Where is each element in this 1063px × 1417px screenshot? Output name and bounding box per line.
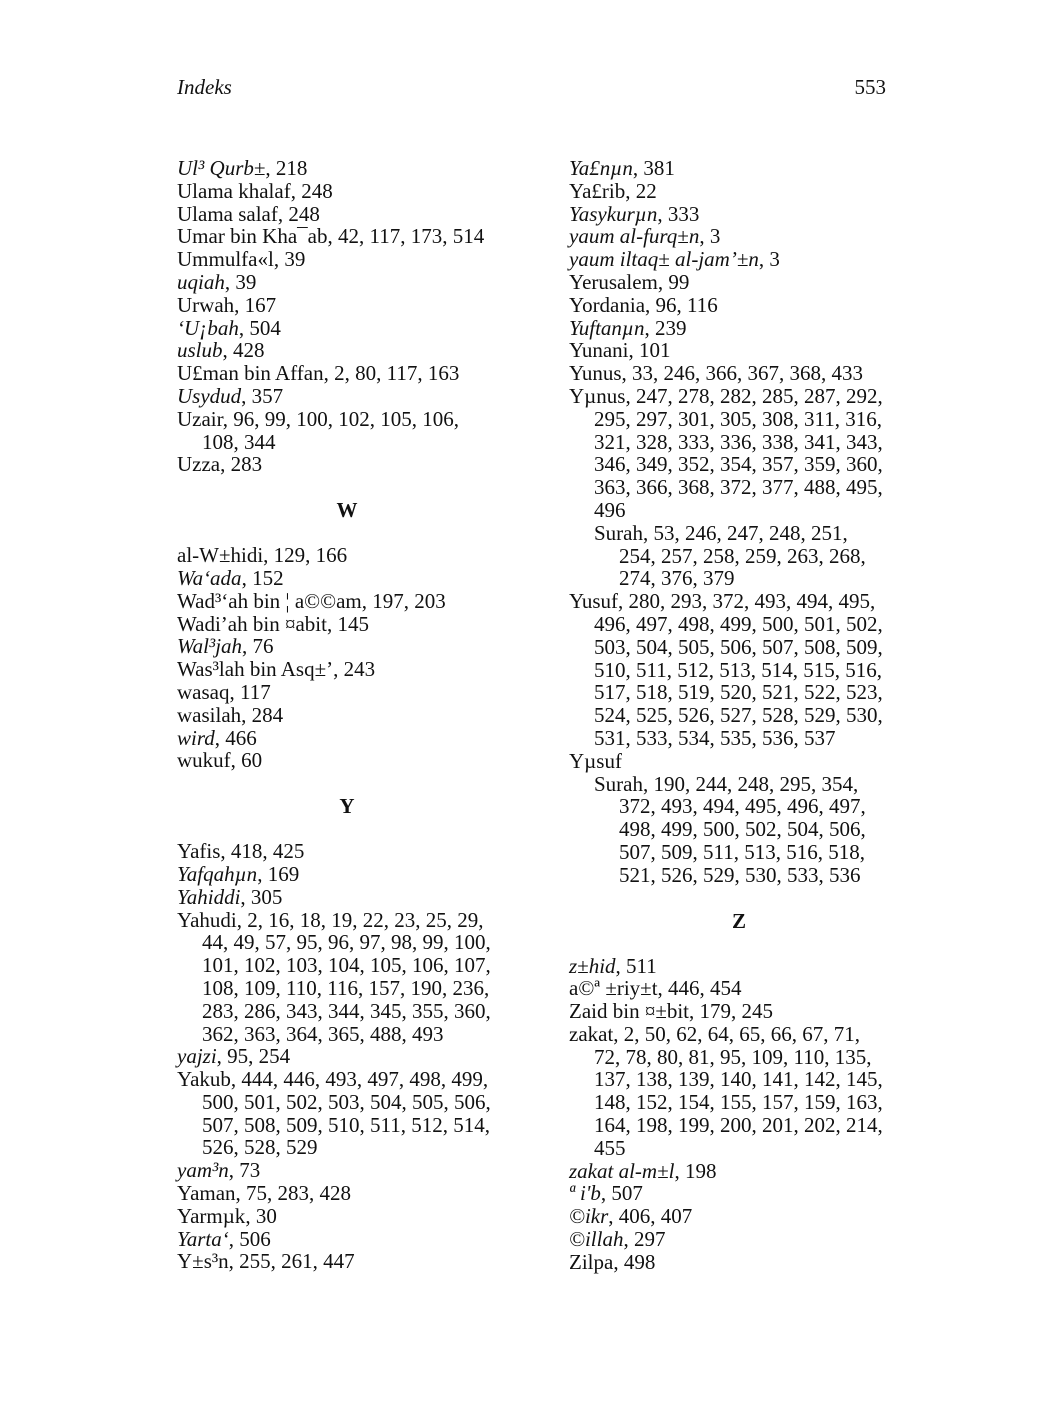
entry-first-line — [177, 385, 517, 408]
entry-term: Urwah — [177, 292, 235, 317]
index-subentry — [569, 522, 909, 590]
entry-first-line — [569, 157, 909, 180]
entry-term: Wa‘ada — [177, 565, 242, 590]
entry-pages: , 466 — [214, 725, 257, 750]
entry-first-line — [569, 955, 909, 978]
index-entry — [569, 1023, 909, 1160]
entry-first-line — [177, 1228, 517, 1251]
entry-pages: , 248 — [290, 178, 333, 203]
entry-term: Surah — [594, 771, 643, 796]
entry-term: ª i'b — [569, 1181, 601, 1206]
index-subentry — [569, 773, 909, 887]
entry-continuation-line: 254, 257, 258, 259, 263, 268, — [619, 543, 866, 568]
entry-first-line — [569, 1205, 909, 1228]
index-entry — [569, 590, 909, 750]
entry-first-line — [569, 248, 909, 271]
index-entry — [569, 157, 909, 180]
entry-first-line — [569, 271, 909, 294]
entry-pages: , 39 — [273, 247, 306, 272]
entry-term: Uzza — [177, 452, 221, 477]
section-heading-w: W — [336, 498, 358, 523]
index-entry — [177, 613, 517, 636]
entry-continuation-line: 531, 533, 534, 535, 536, 537 — [594, 725, 836, 750]
entry-first-line — [177, 704, 517, 727]
entry-first-line — [177, 727, 517, 750]
entry-pages: , 507 — [600, 1181, 643, 1206]
entry-first-line — [177, 408, 517, 431]
index-entry — [569, 1205, 909, 1228]
entry-pages: , 190, 244, 248, 295, 354, — [643, 771, 859, 796]
entry-first-line — [177, 339, 517, 362]
entry-term: uqiah — [177, 269, 225, 294]
entries-z — [569, 955, 909, 1274]
entry-term: Ul³ Qurb± — [177, 156, 266, 180]
entry-first-line — [569, 1023, 909, 1046]
entry-first-line — [569, 1228, 909, 1251]
entry-first-line — [594, 522, 909, 545]
entry-pages: , 498 — [613, 1249, 656, 1274]
entry-pages: , 22 — [625, 178, 657, 203]
entry-first-line — [177, 567, 517, 590]
entry-pages: , 101 — [628, 338, 671, 363]
entry-first-line — [177, 1205, 517, 1228]
index-entry — [569, 1182, 909, 1205]
entry-first-line — [569, 977, 909, 1000]
index-entry — [177, 180, 517, 203]
entry-continuation-line: 137, 138, 139, 140, 141, 142, 145, — [594, 1067, 883, 1092]
index-entry — [177, 727, 517, 750]
index-entry — [177, 1068, 517, 1159]
entry-first-line — [177, 1250, 517, 1273]
entry-term: ©ikr — [569, 1204, 609, 1229]
page-number: 553 — [854, 75, 886, 99]
entry-pages: , 381 — [632, 156, 675, 180]
entry-pages: , 96, 99, 100, 102, 105, 106, — [222, 406, 460, 431]
index-entry — [177, 1159, 517, 1182]
entry-pages: , 3 — [699, 224, 721, 249]
entry-continuation-line: 517, 518, 519, 520, 521, 522, 523, — [594, 680, 883, 705]
entry-first-line — [177, 658, 517, 681]
entry-term: Yunus — [569, 361, 622, 386]
entry-continuation-line: 321, 328, 333, 336, 338, 341, 343, — [594, 429, 883, 454]
entry-first-line — [177, 248, 517, 271]
entry-first-line — [569, 225, 909, 248]
entry-term: Yµnus — [569, 383, 626, 408]
index-entry — [177, 840, 517, 863]
entry-pages: , 511 — [615, 953, 657, 978]
entry-first-line — [177, 203, 517, 226]
index-entry — [569, 203, 909, 226]
entry-pages: , 418, 425 — [220, 839, 305, 864]
entry-first-line — [177, 886, 517, 909]
left-column — [177, 157, 517, 1273]
entry-continuation-line: 362, 363, 364, 365, 488, 493 — [202, 1021, 444, 1046]
entry-term: Ulama salaf — [177, 201, 278, 226]
entry-pages: , 357 — [241, 383, 284, 408]
entry-term: wird — [177, 725, 215, 750]
entry-term: Surah — [594, 520, 643, 545]
entries-w — [177, 544, 517, 772]
entry-term: Usydud — [177, 383, 242, 408]
index-entry — [569, 180, 909, 203]
entry-term: wasilah — [177, 702, 242, 727]
index-entry — [177, 453, 517, 476]
index-entry — [177, 544, 517, 567]
entry-term: Y±s³n — [177, 1249, 229, 1274]
entry-pages: , 2, 80, 117, 163 — [323, 361, 460, 386]
entry-pages: , 42, 117, 173, 514 — [327, 224, 485, 249]
entry-pages: , 504 — [238, 315, 281, 340]
entry-first-line — [177, 863, 517, 886]
entry-continuation-line: 496 — [594, 497, 626, 522]
index-entry — [177, 157, 517, 180]
index-entry — [569, 1228, 909, 1251]
entry-term: Umar bin Kha¯ab — [177, 224, 328, 249]
entry-first-line — [177, 180, 517, 203]
index-entry — [569, 339, 909, 362]
entry-term: Ummulfa«l — [177, 247, 274, 272]
entry-first-line — [569, 180, 909, 203]
entries-u — [177, 157, 517, 476]
entry-term: Uzair — [177, 406, 223, 431]
index-entry — [569, 977, 909, 1000]
entry-term: Ya£rib — [569, 178, 626, 203]
entry-term: z±hid — [569, 953, 616, 978]
entry-pages: , 152 — [241, 565, 284, 590]
index-entry — [569, 1251, 909, 1274]
entry-first-line — [177, 294, 517, 317]
index-entry — [177, 1205, 517, 1228]
index-entry — [177, 1045, 517, 1068]
section-heading-z: Z — [731, 908, 746, 933]
entry-pages: , 297 — [623, 1227, 666, 1252]
entry-continuation-line: 503, 504, 505, 506, 507, 508, 509, — [594, 634, 883, 659]
entry-term: Yerusalem — [569, 269, 658, 294]
entry-continuation-line: 101, 102, 103, 104, 105, 106, 107, — [202, 953, 491, 978]
entry-term: zakat — [569, 1021, 614, 1046]
entry-pages: , 444, 446, 493, 497, 498, 499, — [230, 1067, 489, 1092]
entry-pages: , 283 — [220, 452, 263, 477]
entry-pages: , 197, 203 — [361, 588, 446, 613]
entry-first-line — [569, 385, 909, 408]
entry-continuation-line: 507, 508, 509, 510, 511, 512, 514, — [202, 1112, 490, 1137]
entry-pages: , 60 — [230, 748, 263, 773]
entry-continuation-line: 295, 297, 301, 305, 308, 311, 316, — [594, 406, 882, 431]
entry-pages: , 75, 283, 428 — [235, 1181, 352, 1206]
entry-term: ‘U¡bah — [177, 315, 239, 340]
entry-term: Zilpa — [569, 1249, 614, 1274]
entry-first-line — [177, 635, 517, 658]
index-entry — [177, 863, 517, 886]
entry-term: yaum al-furq±n — [569, 224, 700, 249]
entry-pages: , 428 — [222, 338, 265, 363]
entry-continuation-line: 44, 49, 57, 95, 96, 97, 98, 99, 100, — [202, 930, 491, 955]
index-entry — [569, 294, 909, 317]
entry-pages: , 39 — [224, 269, 257, 294]
entry-term: Yafqahµn — [177, 861, 258, 886]
index-entry — [177, 1228, 517, 1251]
entry-continuation-line: 455 — [594, 1135, 626, 1160]
entry-pages: , 305 — [240, 884, 283, 909]
entry-first-line — [177, 157, 517, 180]
entry-term: Zaid bin ¤±bit — [569, 999, 690, 1024]
entry-pages: , 96, 116 — [645, 292, 718, 317]
entry-term: Yµsuf — [569, 748, 622, 773]
entry-term: yajzi — [177, 1044, 217, 1069]
index-entry — [569, 248, 909, 271]
entry-continuation-line: 510, 511, 512, 513, 514, 515, 516, — [594, 657, 882, 682]
entry-first-line — [569, 590, 909, 613]
index-entry — [177, 362, 517, 385]
entry-term: Was³lah bin Asq±’ — [177, 657, 334, 682]
entry-term: al-W±hidi — [177, 543, 264, 568]
index-entry — [569, 271, 909, 294]
index-entry — [569, 385, 909, 522]
entry-pages: , 73 — [228, 1158, 261, 1183]
entry-continuation-line: 108, 344 — [202, 429, 276, 454]
entry-term: Yahudi — [177, 907, 237, 932]
entry-first-line — [569, 1182, 909, 1205]
index-entry — [569, 1000, 909, 1023]
entry-term: uslub — [177, 338, 223, 363]
entry-first-line — [569, 317, 909, 340]
entry-pages: , 30 — [245, 1203, 277, 1228]
index-entry — [177, 704, 517, 727]
entry-first-line — [569, 203, 909, 226]
section-heading-y: Y — [339, 794, 355, 819]
entry-continuation-line: 496, 497, 498, 499, 500, 501, 502, — [594, 611, 883, 636]
entry-pages: , 247, 278, 282, 285, 287, 292, — [625, 383, 883, 408]
entry-pages: , 76 — [242, 634, 274, 659]
entry-first-line — [177, 362, 517, 385]
entry-first-line — [177, 590, 517, 613]
entry-continuation-line: 346, 349, 352, 354, 357, 359, 360, — [594, 452, 883, 477]
entry-pages: , 2, 50, 62, 64, 65, 66, 67, 71, — [613, 1021, 861, 1046]
entry-first-line — [177, 453, 517, 476]
index-entry — [177, 317, 517, 340]
entry-continuation-line: 526, 528, 529 — [202, 1135, 318, 1160]
entry-first-line — [177, 225, 517, 248]
entry-term: Yordania — [569, 292, 646, 317]
entry-term: Yusuf — [569, 589, 619, 614]
entry-first-line — [177, 1159, 517, 1182]
index-entry — [569, 955, 909, 978]
entry-first-line — [177, 544, 517, 567]
entry-term: a©ª ±riy±t — [569, 976, 658, 1001]
entry-pages: , 129, 166 — [263, 543, 348, 568]
entry-term: Yarmµk — [177, 1203, 246, 1228]
entry-continuation-line: 372, 493, 494, 495, 496, 497, — [619, 794, 866, 819]
entry-first-line — [177, 613, 517, 636]
entry-continuation-line: 108, 109, 110, 116, 157, 190, 236, — [202, 975, 490, 1000]
entry-term: yam³n — [177, 1158, 229, 1183]
entry-term: Ya£nµn — [569, 156, 633, 180]
entry-pages: , 446, 454 — [657, 976, 742, 1001]
running-head-title: Indeks — [177, 75, 232, 99]
entry-continuation-line: 283, 286, 343, 344, 345, 355, 360, — [202, 998, 491, 1023]
entry-pages: , 3 — [758, 247, 780, 272]
index-entry — [177, 681, 517, 704]
index-entry — [569, 317, 909, 340]
entry-pages: , 2, 16, 18, 19, 22, 23, 25, 29, — [236, 907, 484, 932]
index-entry — [177, 1182, 517, 1205]
entry-pages: , 218 — [265, 156, 308, 180]
entry-first-line — [569, 1251, 909, 1274]
index-entry — [177, 408, 517, 454]
entry-first-line — [177, 1182, 517, 1205]
entry-term: U£man bin Affan — [177, 361, 324, 386]
entry-continuation-line: 521, 526, 529, 530, 533, 536 — [619, 862, 861, 887]
entry-first-line — [569, 1160, 909, 1183]
entry-first-line — [569, 750, 909, 773]
entries-y-continued — [569, 157, 909, 887]
entry-term: Yahiddi — [177, 884, 241, 909]
index-entry — [177, 658, 517, 681]
entry-term: yaum iltaq± al-jam’±n — [569, 247, 759, 272]
entry-term: Ulama khalaf — [177, 178, 291, 203]
entry-first-line — [177, 840, 517, 863]
entry-term: wasaq — [177, 679, 230, 704]
entry-first-line — [177, 1068, 517, 1091]
entry-pages: , 255, 261, 447 — [228, 1249, 355, 1274]
entry-term: Yafis — [177, 839, 221, 864]
entry-continuation-line: 507, 509, 511, 513, 516, 518, — [619, 839, 865, 864]
entry-first-line — [569, 362, 909, 385]
entry-pages: , 179, 245 — [689, 999, 774, 1024]
entry-term: ©illah — [569, 1227, 624, 1252]
entry-pages: , 506 — [228, 1226, 271, 1251]
right-column — [569, 157, 909, 1274]
entry-pages: , 333 — [657, 201, 700, 226]
entry-pages: , 167 — [234, 292, 277, 317]
entry-pages: , 53, 246, 247, 248, 251, — [643, 520, 848, 545]
index-entry — [177, 203, 517, 226]
entry-term: wukuf — [177, 748, 231, 773]
index-entry — [569, 362, 909, 385]
index-entry — [177, 294, 517, 317]
entry-first-line — [177, 1045, 517, 1068]
entry-first-line — [594, 773, 909, 796]
entry-continuation-line: 274, 376, 379 — [619, 566, 735, 591]
entry-first-line — [177, 749, 517, 772]
entry-pages: , 117 — [229, 679, 271, 704]
entry-first-line — [569, 294, 909, 317]
index-entry — [177, 635, 517, 658]
entry-pages: , 198 — [674, 1158, 717, 1183]
entry-first-line — [569, 1000, 909, 1023]
entry-pages: , 243 — [333, 657, 376, 682]
entry-pages: , 280, 293, 372, 493, 494, 495, — [618, 589, 876, 614]
entry-continuation-line: 72, 78, 80, 81, 95, 109, 110, 135, — [594, 1044, 872, 1069]
entry-continuation-line: 524, 525, 526, 527, 528, 529, 530, — [594, 703, 883, 728]
entry-first-line — [177, 317, 517, 340]
entry-term: Wadi’ah bin ¤abit — [177, 611, 327, 636]
entry-pages: , 169 — [257, 861, 300, 886]
index-entry — [177, 590, 517, 613]
entry-continuation-line: 363, 366, 368, 372, 377, 488, 495, — [594, 475, 883, 500]
index-entry — [569, 1160, 909, 1183]
entry-term: Yunani — [569, 338, 629, 363]
index-entry — [177, 339, 517, 362]
entry-pages: , 248 — [277, 201, 320, 226]
entry-pages: , 239 — [644, 315, 687, 340]
entries-y — [177, 840, 517, 1273]
entry-term: Yasykurµn — [569, 201, 658, 226]
index-entry — [177, 271, 517, 294]
index-entry — [177, 385, 517, 408]
entry-pages: , 406, 407 — [608, 1204, 693, 1229]
entry-term: Yaman — [177, 1181, 236, 1206]
entry-term: Wal³jah — [177, 634, 243, 659]
entry-pages: , 99 — [657, 269, 690, 294]
entry-first-line — [177, 271, 517, 294]
entry-continuation-line: 164, 198, 199, 200, 201, 202, 214, — [594, 1113, 883, 1138]
entry-pages: , 95, 254 — [216, 1044, 291, 1069]
entry-term: Wad³‘ah bin ¦ a©©am — [177, 588, 362, 613]
index-entry — [177, 567, 517, 590]
entry-term: Yarta‘ — [177, 1226, 229, 1251]
index-entry — [177, 886, 517, 909]
entry-pages: , 33, 246, 366, 367, 368, 433 — [621, 361, 864, 386]
index-entry — [177, 749, 517, 772]
index-entry — [569, 750, 909, 773]
entry-term: Yuftanµn — [569, 315, 645, 340]
entry-term: zakat al-m±l — [569, 1158, 675, 1183]
index-entry — [177, 225, 517, 248]
entry-pages: , 145 — [326, 611, 369, 636]
index-entry — [177, 1250, 517, 1273]
entry-continuation-line: 148, 152, 154, 155, 157, 159, 163, — [594, 1090, 883, 1115]
entry-first-line — [177, 909, 517, 932]
entry-pages: , 284 — [241, 702, 284, 727]
entry-term: Yakub — [177, 1067, 231, 1092]
entry-continuation-line: 498, 499, 500, 502, 504, 506, — [619, 817, 866, 842]
index-entry — [177, 248, 517, 271]
entry-first-line — [569, 339, 909, 362]
index-entry — [569, 225, 909, 248]
entry-continuation-line: 500, 501, 502, 503, 504, 505, 506, — [202, 1089, 491, 1114]
entry-first-line — [177, 681, 517, 704]
index-entry — [177, 909, 517, 1046]
